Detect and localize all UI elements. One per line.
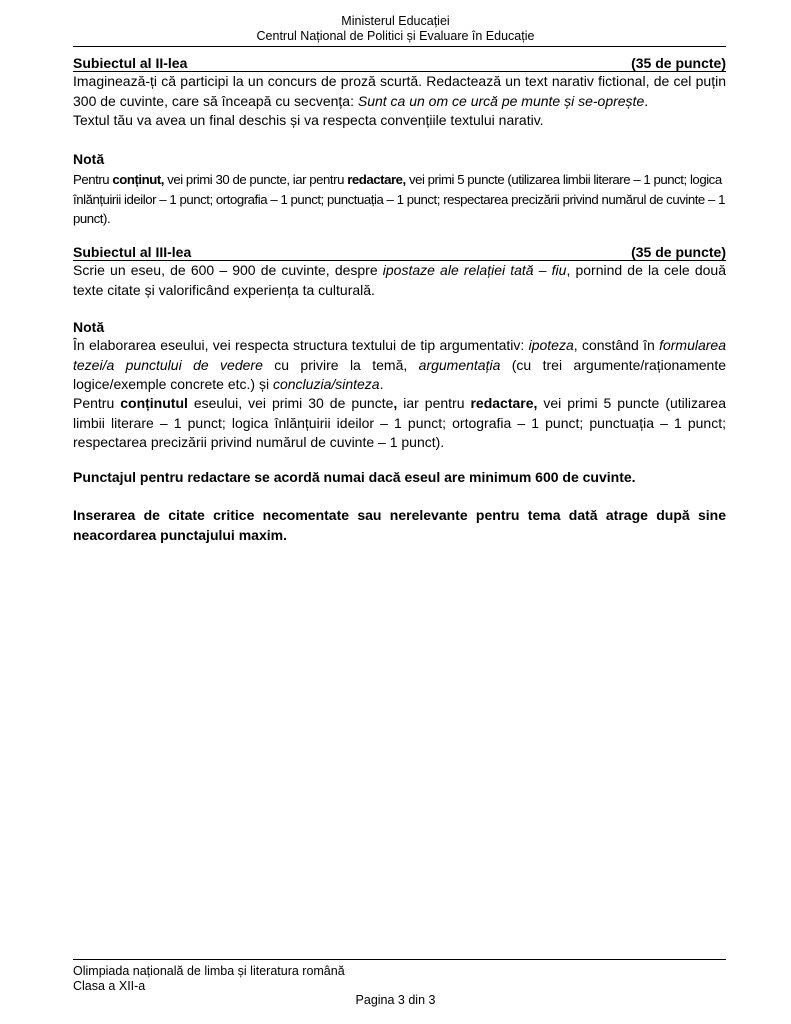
subject3-note-title: Notă — [73, 319, 105, 335]
subject2-requirement: Textul tău va avea un final deschis și va respecta convențiile textului narativ. — [73, 112, 544, 128]
subject2-instruction: Imaginează-ți că participi la un concurs de proză scurtă. Redactează un text narativ fictional, de cel puțin 300 de cuvinte, care să înceapă cu secvența: Sunt ca un om ce urcă pe munte și se-oprește. — [73, 73, 726, 109]
subject3-note-structure: În elaborarea eseului, vei respecta structura textului de tip argumentativ: ipoteza, constând în formularea tezei/a punctului de vedere cu privire la temă, argumentația (cu trei argumente/raționamente logice/exemple concrete etc.) și concluzia/sinteza. — [73, 337, 726, 392]
subject3-note-scoring: Pentru conținutul eseului, vei primi 30 de puncte, iar pentru redactare, vei primi 5 puncte (utilizarea limbii literare – 1 punct; logica înlănțuirii ideilor – 1 punct; ortografia – 1 punct; punctuația – 1 punct; respectarea precizării privind numărul de cuvinte – 1 punct). — [73, 395, 727, 450]
header-rule — [73, 46, 726, 47]
subject3-instruction: Scrie un eseu, de 600 – 900 de cuvinte, despre ipostaze ale relației tată – fiu, pornind de la cele două texte citate și valorificând experiența ta culturală. — [73, 262, 726, 298]
subject2-note-title: Notă — [73, 151, 105, 167]
subject3-bold-rule-2: Inserarea de citate critice necomentate sau nerelevante pentru tema dată atrage după sine neacordarea punctajului maxim. — [73, 507, 726, 543]
subject3-points: (35 de puncte) — [631, 244, 726, 260]
header-ministry: Ministerul Educației — [341, 14, 450, 28]
subject2-note-text: Pentru conținut, vei primi 30 de puncte, iar pentru redactare, vei primi 5 puncte (utilizarea limbii literare – 1 punct; logica înlănțuirii ideilor – 1 punct; ortografia – 1 punct; punctuația – 1 punct; respectarea precizării privind numărul de cuvinte – 1 punct). — [73, 172, 726, 226]
subject3-title: Subiectul al III-lea — [73, 244, 192, 260]
footer-class: Clasa a XII-a — [73, 979, 146, 993]
page-number: Pagina 3 din 3 — [355, 993, 436, 1007]
subject3-theme: ipostaze ale relației tată – fiu — [382, 262, 567, 278]
header-center: Centrul Național de Politici și Evaluare în Educație — [256, 29, 535, 43]
subject2-quote: Sunt ca un om ce urcă pe munte și se-oprește — [357, 92, 645, 109]
subject2-points: (35 de puncte) — [631, 55, 726, 71]
subject2-title: Subiectul al II-lea — [73, 55, 188, 71]
footer-rule — [73, 959, 726, 960]
footer-olympiad: Olimpiada națională de limba și literatura română — [73, 964, 345, 978]
subject3-bold-rule-1: Punctajul pentru redactare se acordă numai dacă eseul are minimum 600 de cuvinte. — [73, 469, 636, 485]
